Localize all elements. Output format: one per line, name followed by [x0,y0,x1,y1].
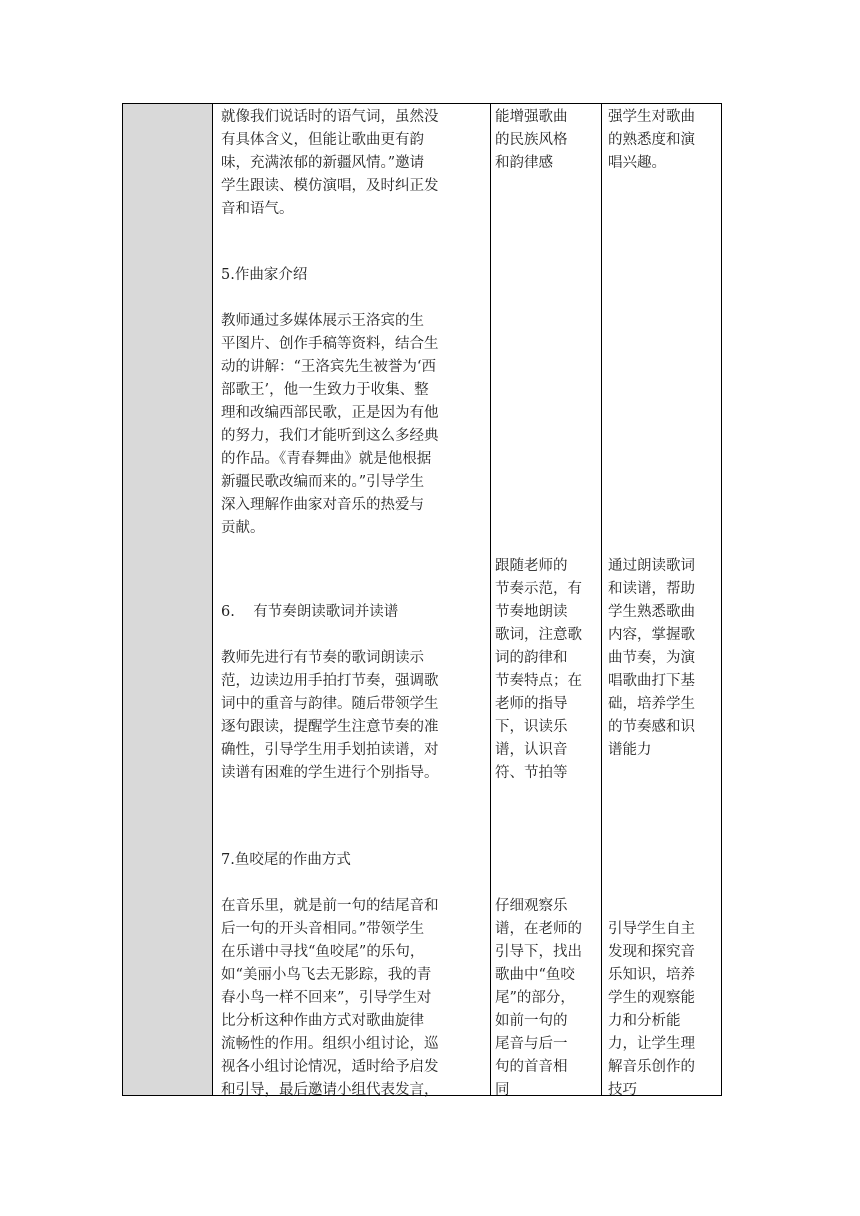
section-heading-composer: 5.作曲家介绍 [221,267,308,283]
lesson-plan-table [122,103,722,1096]
design-intent-paragraph: 引导学生自主 发现和探究音 乐知识，培养 学生的观察能 力和分析能 力，让学生理 解音乐创作的 技巧 [608,921,695,1098]
teacher-activity-paragraph: 教师通过多媒体展示王洛宾的生 平图片、创作手稿等资料，结合生 动的讲解：“王洛宾先生被誉为‘西 部歌王’，他一生致力于收集、整 理和改编西部民歌，正是因为有他 的努力，我们才能听到这么多经典 的作品。《青春舞曲》就是他根据 新疆民歌改编而来的。”引导学生 深入理解作曲家对音乐的热爱与 贡献。 [221,313,439,536]
design-intent-paragraph: 强学生对歌曲 的熟悉度和演 唱兴趣。 [608,109,695,171]
design-intent-column [602,104,723,1098]
section-heading-rhythm-reading: 6. 有节奏朗读歌词并读谱 [221,604,399,620]
student-activity-paragraph: 能增强歌曲 的民族风格 和韵律感 [495,109,568,171]
teacher-activity-paragraph: 教师先进行有节奏的歌词朗读示 范，边读边用手拍打节奏，强调歌 词中的重音与韵律。随后带领学生 逐句跟读，提醒学生注意节奏的准 确性，引导学生用手划拍读谱，对 读谱有困难的学生进行个别指导。 [221,650,439,781]
student-activity-paragraph: 跟随老师的 节奏示范，有 节奏地朗读 歌词，注意歌 词的韵律和 节奏特点；在 老师的指导 下，识读乐 谱，认识音 符、节拍等 [495,558,582,781]
section-heading-fish-bite-tail: 7.鱼咬尾的作曲方式 [221,852,351,868]
teacher-activity-column [213,104,491,1098]
design-intent-paragraph: 通过朗读歌词 和读谱，帮助 学生熟悉歌曲 内容，掌握歌 曲节奏，为演 唱歌曲打下基 础，培养学生 的节奏感和识 谱能力 [608,558,695,758]
student-activity-column [491,104,602,1098]
stage-column [123,104,213,1095]
student-activity-paragraph: 仔细观察乐 谱，在老师的 引导下，找出 歌曲中“鱼咬 尾”的部分， 如前一句的 尾音与后一 句的首音相 同 [495,898,582,1098]
teacher-activity-paragraph: 就像我们说话时的语气词，虽然没 有具体含义，但能让歌曲更有韵 味，充满浓郁的新疆风情。”邀请 学生跟读、模仿演唱，及时纠正发 音和语气。 [221,109,439,217]
teacher-activity-paragraph: 在音乐里，就是前一句的结尾音和 后一句的开头音相同。”带领学生 在乐谱中寻找“鱼咬尾”的乐句， 如“美丽小鸟飞去无影踪，我的青 春小鸟一样不回来”，引导学生对 比分析这种作曲方式对歌曲旋律 流畅性的作用。组织小组讨论，巡 视各小组讨论情况，适时给予启发 和引导，最后邀请小组代表发言， [221,898,439,1098]
